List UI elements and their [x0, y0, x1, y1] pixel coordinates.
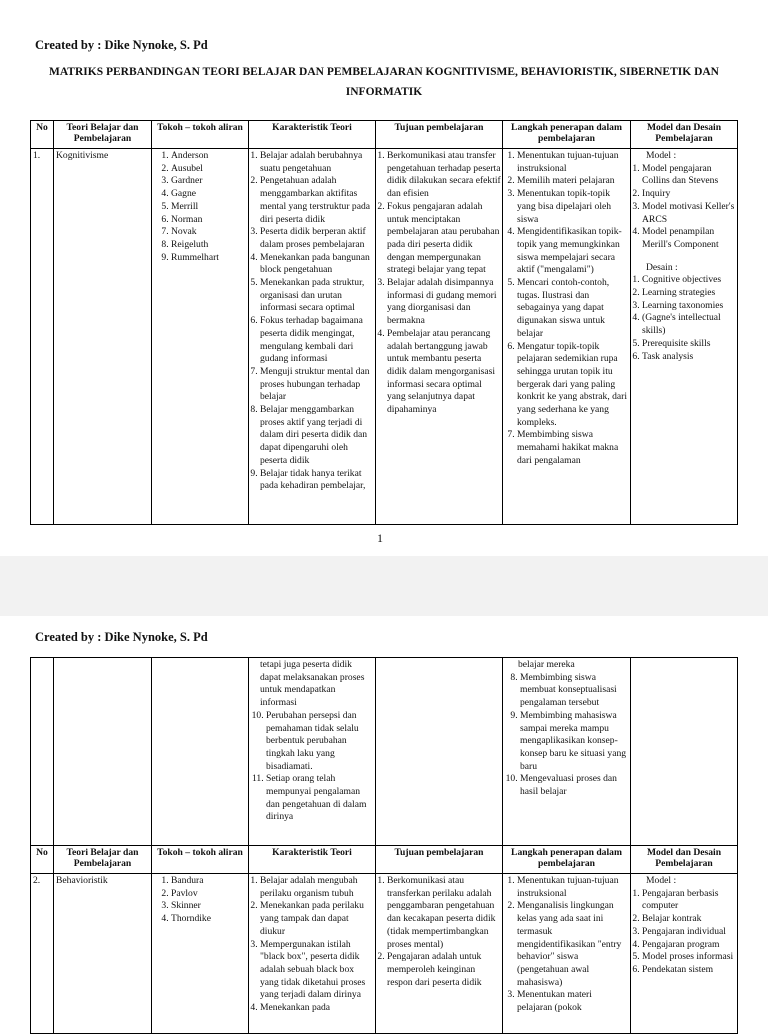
list-item: 9. Belajar tidak hanya terikat pada kehadiran pembelajar,	[260, 468, 374, 493]
cell-no: 1.	[31, 149, 54, 525]
list-item: 6. Task analysis	[642, 351, 736, 364]
header-tujuan: Tujuan pembelajaran	[376, 121, 503, 149]
list-item: 6. Pendekatan sistem	[642, 964, 736, 977]
cell-tokoh	[152, 149, 249, 525]
list-item: 2. Learning strategies	[642, 287, 736, 300]
cell-karakteristik-cont	[249, 658, 376, 846]
cell-langkah	[503, 874, 631, 1034]
list-item: 4. Pengajaran program	[642, 939, 736, 952]
list-item: 9. Membimbing mahasiswa sampai mereka mampu mengaplikasikan konsep-konsep baru ke situasi yang baru	[520, 710, 629, 774]
list-item: 2. Ausubel	[171, 163, 247, 176]
header-teori: Teori Belajar dan Pembelajaran	[54, 846, 152, 874]
page-gap	[0, 556, 768, 616]
continued-text: tetapi juga peserta didik dapat melaksanakan proses untuk mendapatkan informasi	[260, 659, 365, 709]
list-item: 6. Mengatur topik-topik pelajaran sedemikian rupa sehingga urutan topik itu bergerak dari yang paling konkrit ke yang abstrak, dari yang sederhana ke yang kompleks.	[517, 341, 629, 430]
list-item: 6. Norman	[171, 214, 247, 227]
list-item: 7. Membimbing siswa memahami hakikat makna dari pengalaman	[517, 429, 629, 467]
header-model: Model dan Desain Pembelajaran	[631, 121, 738, 149]
header-tujuan: Tujuan pembelajaran	[376, 846, 503, 874]
cell-empty	[631, 658, 738, 846]
list-item: 2. Inquiry	[642, 188, 736, 201]
list-item: 8. Reigeluth	[171, 239, 247, 252]
header-no: No	[31, 846, 54, 874]
author-line: Created by : Dike Nynoke, S. Pd	[35, 38, 208, 52]
table-row	[31, 149, 738, 525]
list-item: 2. Memilih materi pelajaran	[517, 175, 629, 188]
list-item: 7. Novak	[171, 226, 247, 239]
cell-teori: Behavioristik	[54, 874, 152, 1034]
comparison-table-page1	[30, 120, 738, 525]
header-langkah: Langkah penerapan dalam pembelajaran	[503, 846, 631, 874]
list-item: 6. Fokus terhadap bagaimana peserta didik mengingat, mengulang kembali dari gudang informasi	[260, 315, 374, 366]
header-karakteristik: Karakteristik Teori	[249, 121, 376, 149]
cell-empty	[376, 658, 503, 846]
cell-empty	[152, 658, 249, 846]
list-item: 2. Belajar kontrak	[642, 913, 736, 926]
header-teori: Teori Belajar dan Pembelajaran	[54, 121, 152, 149]
header-row	[31, 121, 738, 149]
continuation-row	[31, 658, 738, 846]
cell-model	[631, 149, 738, 525]
list-item: 2. Fokus pengajaran adalah untuk menciptakan pembelajaran atau perubahan pada diri peserta didik dengan mempergunakan strategi belajar yang tepat	[387, 201, 501, 277]
list-item: 5. Mencari contoh-contoh, tugas. Ilustrasi dan sebagainya yang dapat digunakan siswa untuk belajar	[517, 277, 629, 341]
list-item: 3. Learning taxonomies	[642, 300, 736, 313]
list-item: 2. Menekankan pada perilaku yang tampak dan dapat diukur	[260, 900, 374, 938]
header-no: No	[31, 121, 54, 149]
list-item: 10. Perubahan persepsi dan pemahaman tidak selalu berbentuk perubahan tingkah laku yang bisadiamati.	[266, 710, 374, 774]
list-item: 3. Peserta didik berperan aktif dalam proses pembelajaran	[260, 226, 374, 251]
list-item: 3. Model motivasi Keller's ARCS	[642, 201, 736, 226]
list-item: 1. Cognitive objectives	[642, 274, 736, 287]
list-item: 3. Mempergunakan istilah "black box", peserta didik adalah sebuah black box yang tidak diketahui proses yang terjadi dalam dirinya	[260, 939, 374, 1003]
list-item: 3. Menentukan topik-topik yang bisa dipelajari oleh siswa	[517, 188, 629, 226]
list-item: 10. Mengevaluasi proses dan hasil belajar	[520, 773, 629, 798]
list-item: 3. Gardner	[171, 175, 247, 188]
cell-empty	[31, 658, 54, 846]
comparison-table-page2	[30, 657, 738, 1034]
list-item: 4. Gagne	[171, 188, 247, 201]
model-label: Model :	[646, 875, 677, 886]
page-number: 1	[377, 531, 383, 545]
header-langkah: Langkah penerapan dalam pembelajaran	[503, 121, 631, 149]
header-tokoh: Tokoh – tokoh aliran	[152, 121, 249, 149]
cell-tujuan	[376, 149, 503, 525]
list-item: 4. Mengidentifikasikan topik-topik yang memungkinkan siswa mempelajari secara aktif ("mengalami")	[517, 226, 629, 277]
list-item: 1. Berkomunikasi atau transfer pengetahuan terhadap peserta didik dilakukan secara efektif dan efisien	[387, 150, 501, 201]
document-title: MATRIKS PERBANDINGAN TEORI BELAJAR DAN PEMBELAJARAN KOGNITIVISME, BEHAVIORISTIK, SIBERNETIK DAN INFORMATIK	[49, 66, 719, 98]
list-item: 4. (Gagne's intellectual skills)	[642, 312, 736, 337]
list-item: 8. Belajar menggambarkan proses aktif yang terjadi di dalam diri peserta didik dan dapat dipengaruhi oleh peserta didik	[260, 404, 374, 468]
list-item: 4. Pembelajar atau perancang adalah bertanggung jawab untuk membantu peserta didik dalam mengorganisasi informasi secara optimal yang selanjutnya dapat dipahaminya	[387, 328, 501, 417]
cell-tokoh	[152, 874, 249, 1034]
cell-empty	[54, 658, 152, 846]
cell-model	[631, 874, 738, 1034]
list-item: 3. Skinner	[171, 900, 247, 913]
cell-langkah	[503, 149, 631, 525]
list-item: 1. Model pengajaran Collins dan Stevens	[642, 163, 736, 188]
cell-tujuan	[376, 874, 503, 1034]
list-item: 7. Menguji struktur mental dan proses hubungan terhadap belajar	[260, 366, 374, 404]
list-item: 2. Menganalisis lingkungan kelas yang ada saat ini termasuk mengidentifikasikan "entry behavior" siswa (pengetahuan awal mahasiswa)	[517, 900, 629, 989]
list-item: 9. Rummelhart	[171, 252, 247, 265]
list-item: 1. Anderson	[171, 150, 247, 163]
list-item: 5. Model proses informasi	[642, 951, 736, 964]
list-item: 1. Bandura	[171, 875, 247, 888]
model-label: Model :	[646, 150, 677, 161]
list-item: 3. Belajar adalah disimpannya informasi di gudang memori yang diorganisasi dan bermakna	[387, 277, 501, 328]
list-item: 4. Menekankan pada bangunan block pengetahuan	[260, 252, 374, 277]
list-item: 2. Pavlov	[171, 888, 247, 901]
list-item: 5. Prerequisite skills	[642, 338, 736, 351]
list-item: 1. Belajar adalah mengubah perilaku organism tubuh	[260, 875, 374, 900]
list-item: 4. Menekankan pada	[260, 1002, 374, 1015]
table-row	[31, 874, 738, 1034]
list-item: 5. Merrill	[171, 201, 247, 214]
list-item: 4. Thorndike	[171, 913, 247, 926]
header-tokoh: Tokoh – tokoh aliran	[152, 846, 249, 874]
list-item: 8. Membimbing siswa membuat konseptualisasi pengalaman tersebut	[520, 672, 629, 710]
cell-karakteristik	[249, 149, 376, 525]
desain-label: Desain :	[646, 261, 678, 273]
list-item: 1. Menentukan tujuan-tujuan instruksional	[517, 875, 629, 900]
list-item: 1. Belajar adalah berubahnya suatu pengetahuan	[260, 150, 374, 175]
cell-no: 2.	[31, 874, 54, 1034]
list-item: 1. Pengajaran berbasis computer	[642, 888, 736, 913]
list-item: 5. Menekankan pada struktur, organisasi dan urutan informasi secara optimal	[260, 277, 374, 315]
list-item: 3. Menentukan materi pelajaran (pokok	[517, 989, 629, 1014]
list-item: 2. Pengetahuan adalah menggambarkan aktifitas mental yang terstruktur pada diri peserta didik	[260, 175, 374, 226]
list-item: 3. Pengajaran individual	[642, 926, 736, 939]
continued-text: belajar mereka	[518, 659, 575, 670]
header-row	[31, 846, 738, 874]
header-model: Model dan Desain Pembelajaran	[631, 846, 738, 874]
list-item: 1. Berkomunikasi atau transferkan perilaku adalah penggambaran pengetahuan dan kecakapan peserta didik (tidak mempertimbangkan proses mental)	[387, 875, 501, 951]
list-item: 2. Pengajaran adalah untuk memperoleh keinginan respon dari peserta didik	[387, 951, 501, 989]
list-item: 11. Setiap orang telah mempunyai pengalaman dan pengetahuan di dalam dirinya	[266, 773, 374, 824]
cell-langkah-cont	[503, 658, 631, 846]
list-item: 4. Model penampilan Merill's Component	[642, 226, 736, 251]
author-line: Created by : Dike Nynoke, S. Pd	[35, 630, 208, 644]
list-item: 1. Menentukan tujuan-tujuan instruksional	[517, 150, 629, 175]
cell-teori: Kognitivisme	[54, 149, 152, 525]
header-karakteristik: Karakteristik Teori	[249, 846, 376, 874]
cell-karakteristik	[249, 874, 376, 1034]
